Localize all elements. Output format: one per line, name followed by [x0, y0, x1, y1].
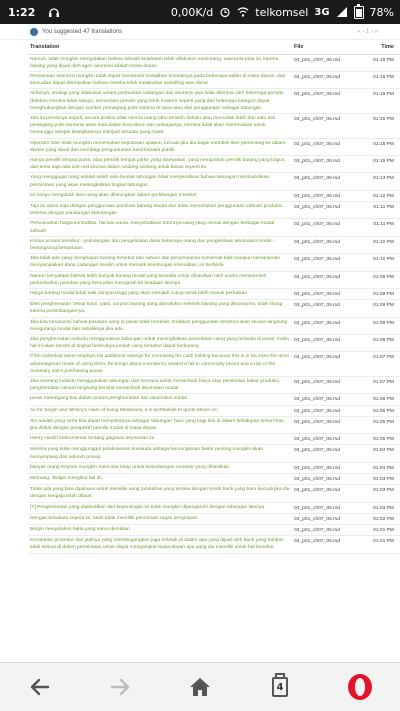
opera-menu-button[interactable]	[340, 667, 380, 707]
row-file: 03_p01_ch07_06.md	[292, 71, 364, 88]
row-translation: Operator loter tidak mungkin menentukan keputusan apapun, kecuali jika dia bagai membeli tiket pemenang ke dalam tiketan yang dijual dan membagi pengumuman hasil kepada publik	[28, 138, 292, 155]
row-time: 01:11 PM	[364, 219, 400, 236]
forward-button[interactable]	[100, 667, 140, 707]
table-row[interactable]	[28, 254, 400, 271]
table-row[interactable]	[28, 513, 400, 524]
row-time: 01:07 PM	[364, 377, 400, 394]
table-row[interactable]	[28, 89, 400, 114]
row-translation: Yang menggugat uang adalah salah satu bentuk tabungan tidak menyerahkan bahwa tabungan membutuhkan permintaan yang akan meningkatkan tingkat tabungan	[28, 173, 292, 190]
carrier-name: telkomsel	[255, 5, 309, 19]
opera-icon	[346, 673, 374, 701]
row-translation: Akhirnya, analogi yang dilakukan antara perbankan cadangan dan asuransi jiwa tidak diterima oleh beberapa penulis (bahkan mereka tidak setuju), sementara penulis yang lebih modern seperti yang dari beberapa kategori dapat menghubungkan dengan sumber pemegang polis selama di sana atau dari penggunaan sebagai tabungan	[28, 89, 292, 114]
row-file: 03_p01_ch07_05.md	[292, 201, 364, 218]
row-file: 03_p01_ch07_05.md	[292, 474, 364, 485]
row-translation: Ini hanya mengubah item uang akan dihitungkan dalam perhitungan moneter	[28, 190, 292, 201]
row-file: 03_p01_ch07_05.md	[292, 254, 364, 271]
row-time: 01:13 PM	[364, 173, 400, 190]
table-row[interactable]	[28, 113, 400, 138]
row-translation: banyak orang Keynes mungkin mencoba tetap untuk kesimbangan moneter yang dihasilkan	[28, 462, 292, 473]
row-time: 01:16 PM	[364, 89, 400, 114]
row-time: 01:09 PM	[364, 271, 400, 288]
row-file: 03_p01_ch07_05.md	[292, 405, 364, 416]
row-translation: Persamaan asuransi mungkin tidak dapat memenuhi kewajiban kontraknya pada beberapa waktu di masa depan, dan kemudian dapat disimpulkan bahwa mereka telah melakukan swindling atas dasar	[28, 71, 292, 88]
row-file: 03_p01_ch07_05.md	[292, 513, 364, 524]
row-file: 03_p01_ch07_05.md	[292, 288, 364, 299]
table-row[interactable]	[28, 405, 400, 416]
back-button[interactable]	[20, 667, 60, 707]
row-time: 01:06 PM	[364, 405, 400, 416]
row-time: 01:06 PM	[364, 394, 400, 405]
table-row[interactable]	[28, 394, 400, 405]
row-translation: Kedua proses tersebut - pelindungan dan pengelolaan dana beberapa orang dan pengelolaan akumulasi modal - berlangsung bersamaan	[28, 236, 292, 253]
row-file: 03_p01_ch07_06.md	[292, 138, 364, 155]
row-time: 01:03 PM	[364, 502, 400, 513]
site-logo-icon	[30, 28, 38, 36]
header-time[interactable]: Time	[364, 40, 400, 54]
row-translation: Efek penghematan 'temat kami, yaitu, surplus barang yang diproduksi melebihi barang yang dikonsumsi, tidak hilang karena pertimbangannya	[28, 300, 292, 317]
row-file: 03_p01_ch07_05.md	[292, 525, 364, 536]
status-bar	[0, 0, 400, 24]
row-file: 03_p01_ch07_05.md	[292, 236, 364, 253]
data-speed: 0,00K/d	[170, 5, 214, 19]
row-time: 01:07 PM	[364, 352, 400, 377]
row-file: 03_p01_ch07_06.md	[292, 54, 364, 71]
header-file[interactable]: File	[292, 40, 364, 54]
row-translation: If the individual saver employs his additional savings for increasing his cash holding because this is in his eyes the most advantageous mode of using them, he brings about a tendency toward a fall in commodity prices and a rise in the monetary unit's purchasing power	[28, 352, 292, 377]
row-translation: Mereka yang tidak menggunggut pelaksanaan kosakata sebagai kemungkinan faktor penting mungkin akan menyimpang dari seluruh prinsip	[28, 445, 292, 462]
table-row[interactable]	[28, 190, 400, 201]
table-row[interactable]	[28, 485, 400, 502]
row-translation: Jika seorang individu menggunakan tabungan dan rencana untuk menambah biaya atau pembelian faktor produksi, penghematan secara langsung bersifat menambah akumulasi modal	[28, 377, 292, 394]
table-row[interactable]	[28, 288, 400, 299]
signal-icon	[336, 6, 348, 18]
row-translation: Harga barang modal tidak naik sampai tinggi yang akan menjadi cukup untuk lebih masuk perbaikan	[28, 288, 292, 299]
table-row[interactable]	[28, 219, 400, 236]
row-time: 01:15 PM	[364, 138, 400, 155]
summary-text: You suggested 47 translations	[42, 28, 123, 35]
table-row[interactable]	[28, 536, 400, 553]
summary-row	[0, 24, 400, 40]
table-row[interactable]	[28, 335, 400, 352]
row-time: 01:01 PM	[364, 536, 400, 553]
table-row[interactable]	[28, 138, 400, 155]
row-file: 03_p01_ch07_05.md	[292, 271, 364, 288]
table-row[interactable]	[28, 474, 400, 485]
table-row[interactable]	[28, 434, 400, 445]
browser-bottom-nav	[0, 662, 400, 711]
translations-table	[28, 40, 400, 554]
row-file: 03_p01_ch07_06.md	[292, 155, 364, 172]
home-button[interactable]	[180, 667, 220, 707]
row-translation: Memang, 'Belgin mengikut hal itu	[28, 474, 292, 485]
row-time: 01:15 PM	[364, 113, 400, 138]
table-row[interactable]	[28, 525, 400, 536]
row-translation: Namun, tidak mungkin mengatakan bahwa sebuah kejahatan telah dilakukan seseorang, saat pola-pola ini, karena barang yang dijual oleh agen asuransi adalah masa depan	[28, 54, 292, 71]
network-type: 3G	[314, 6, 330, 18]
row-translation: Namun kenyataan bahwa lebih banyak barang modal yang tersedia untuk dihasilkan oleh usaha memperoleh pertumbuhan pasokan yang kemudian mengarah ke keadaan lainnya	[28, 271, 292, 288]
wifi-icon	[237, 6, 249, 18]
row-translation: Jika ini persisnya terjadi, secara praktis tidak semua orang tahu terlebih dahulu atau mencetak lebih dari satu kali pemegang polis asuransi akan mati dalam lima tahun dan sebagainya, mereka tidak akan meneruskan untuk menunggu sampai kewajibannya menjadi sesuatu yang nyata	[28, 113, 292, 138]
table-row[interactable]	[28, 462, 400, 473]
row-translation: Belgin menyatakan fakta yang sama demikian	[28, 525, 292, 536]
row-translation: Pemusnahan harga komoditas, hal lain sama, menyebabkan turunnya uang yang sesuai dengan berbagai modal sebuah	[28, 219, 292, 236]
row-file: 03_p01_ch07_06.md	[292, 173, 364, 190]
row-time: 01:08 PM	[364, 335, 400, 352]
table-row[interactable]	[28, 54, 400, 71]
table-row[interactable]	[28, 445, 400, 462]
row-translation: Jika tidak ada yang menghapus barang tersebut dan saham dari penyimpanan komersial baik maupun kemampuan menyampaikan dana cadangan sendiri untuk menarik keuntungan komoditas, ini berbeda	[28, 254, 292, 271]
row-translation: [T] Penghematan yang diaktualkan dari kepentingan ini tidak mungkin dipengaruhi dengan tabungan lainnya	[28, 502, 292, 513]
row-time: 01:03 PM	[364, 485, 400, 502]
row-time: 01:09 PM	[364, 300, 400, 317]
page-content	[0, 24, 400, 662]
row-file: 03_p01_ch07_05.md	[292, 377, 364, 394]
row-translation: Jika penghematan individu menggunakan tabungan untuk meningkatkan persediaan uang yang tersedia di pasar, maka hal ini akan berarti di tingkat berikutnya jumlah uang tersebut dapat berkurang	[28, 335, 292, 352]
battery-percent: 78%	[369, 5, 394, 19]
row-translation: Kesalahan prosedur dari jadinya yang membingungkan juga terletak di dalam apa yang dijual oleh bank yang bahkan tidak sesuai di dalam permintaan untuk dapat mengangkat masa depan apa yang dia memiliki untuk hal tersebut	[28, 536, 292, 553]
home-icon	[188, 675, 212, 699]
row-time: 01:03 PM	[364, 474, 400, 485]
row-time: 01:15 PM	[364, 155, 400, 172]
row-time: 01:04 PM	[364, 462, 400, 473]
row-file: 03_p01_ch07_05.md	[292, 502, 364, 513]
table-row[interactable]	[28, 201, 400, 218]
header-translation[interactable]: Translation	[28, 40, 292, 54]
row-translation: Jika kita berasumsi bahwa pasokan uang di pasar tidak berubah, tindakan penggunaan tersebut akan secara langsung mengurangi modal dan sebaliknya jika ada	[28, 317, 292, 334]
row-file: 03_p01_ch07_05.md	[292, 434, 364, 445]
row-file: 03_p01_ch07_05.md	[292, 536, 364, 553]
table-row[interactable]	[28, 271, 400, 288]
row-translation: Henry Hazlitt berkomentar tentang gagasan keynesian ini	[28, 434, 292, 445]
row-file: 03_p01_ch07_05.md	[292, 394, 364, 405]
row-translation: Tapi ini sama saja dengan penggunaan panduan barang modal dan tidak memerlukan penggunaan sebuah produksi tertentu dengan pandangan kekurangan	[28, 201, 292, 218]
alarm-icon	[219, 6, 231, 18]
table-row[interactable]	[28, 300, 400, 317]
row-file: 03_p01_ch07_06.md	[292, 89, 364, 114]
row-translation: Sin adalah yang serta kita dapat menyebutnya sebagai 'tabungan' baru yang bagi kita di dalam kehidupan sehari-hari, jika dilihat dengan perspektif pemilik modal di masa depan	[28, 416, 292, 433]
status-right	[171, 6, 394, 19]
row-time: 01:12 PM	[364, 190, 400, 201]
row-time: 01:16 PM	[364, 54, 400, 71]
row-file: 03_p01_ch07_05.md	[292, 485, 364, 502]
row-time: 01:11 PM	[364, 201, 400, 218]
row-time: 01:02 PM	[364, 513, 400, 524]
row-time: 01:05 PM	[364, 416, 400, 433]
row-time: 01:09 PM	[364, 288, 400, 299]
status-time: 1:22	[8, 5, 36, 19]
row-file: 03_p01_ch07_06.md	[292, 190, 364, 201]
row-time: 01:10 PM	[364, 236, 400, 253]
pagination[interactable]: « ‹ 1 › »	[357, 28, 378, 35]
row-time: 01:10 PM	[364, 254, 400, 271]
back-arrow-icon	[28, 675, 52, 699]
table-row[interactable]	[28, 71, 400, 88]
table-row[interactable]	[28, 155, 400, 172]
row-translation: peran memegang kas dalam proses penghematan dan akumulasi modal	[28, 394, 292, 405]
row-translation: Hanya pemilik tempat parkir, atau pemilik tempat parkir yang disewakan, yang merupakan pemilik barang yang bagus, dan tentu saja ada unit-unit khusus dalam undang-undang untuk kasus seperti itu	[28, 155, 292, 172]
row-file: 03_p01_ch07_05.md	[292, 300, 364, 317]
table-row[interactable]	[28, 416, 400, 433]
battery-icon	[354, 6, 364, 19]
table-row[interactable]	[28, 502, 400, 513]
row-translation: Tidak ada yang bisa dipahasa untuk memiliki uang tambahan yang tersisa dengan kredit bank yang baru kecuali jika dia dengan sengaja telah dibuat	[28, 485, 292, 502]
row-file: 03_p01_ch07_05.md	[292, 317, 364, 334]
row-file: 03_p01_ch07_06.md	[292, 113, 364, 138]
row-file: 03_p01_ch07_05.md	[292, 462, 364, 473]
row-file: 03_p01_ch07_05.md	[292, 335, 364, 352]
row-file: 03_p01_ch07_05.md	[292, 219, 364, 236]
row-file: 03_p01_ch07_05.md	[292, 445, 364, 462]
headset-icon	[48, 6, 60, 18]
forward-arrow-icon	[108, 675, 132, 699]
tabs-icon: 4	[272, 677, 288, 697]
row-time: 01:01 PM	[364, 525, 400, 536]
table-row[interactable]	[28, 317, 400, 334]
table-row[interactable]	[28, 352, 400, 377]
row-time: 01:09 PM	[364, 317, 400, 334]
table-row[interactable]	[28, 236, 400, 253]
row-time: 01:04 PM	[364, 445, 400, 462]
tabs-button[interactable]	[260, 667, 300, 707]
table-row[interactable]	[28, 377, 400, 394]
row-translation: Dengan kosakata seperti ini, bank tidak memiliki penentuan tugas penyimpan	[28, 513, 292, 524]
row-time: 01:05 PM	[364, 434, 400, 445]
row-file: 03_p01_ch07_05.md	[292, 352, 364, 377]
row-translation: As for Seigin and Whitey's claim of being Melanians, it is worthwhile to quote Mises on:	[28, 405, 292, 416]
row-time: 01:16 PM	[364, 71, 400, 88]
table-header-row	[28, 40, 400, 54]
table-row[interactable]	[28, 173, 400, 190]
table-body	[28, 54, 400, 553]
row-file: 03_p01_ch07_05.md	[292, 416, 364, 433]
